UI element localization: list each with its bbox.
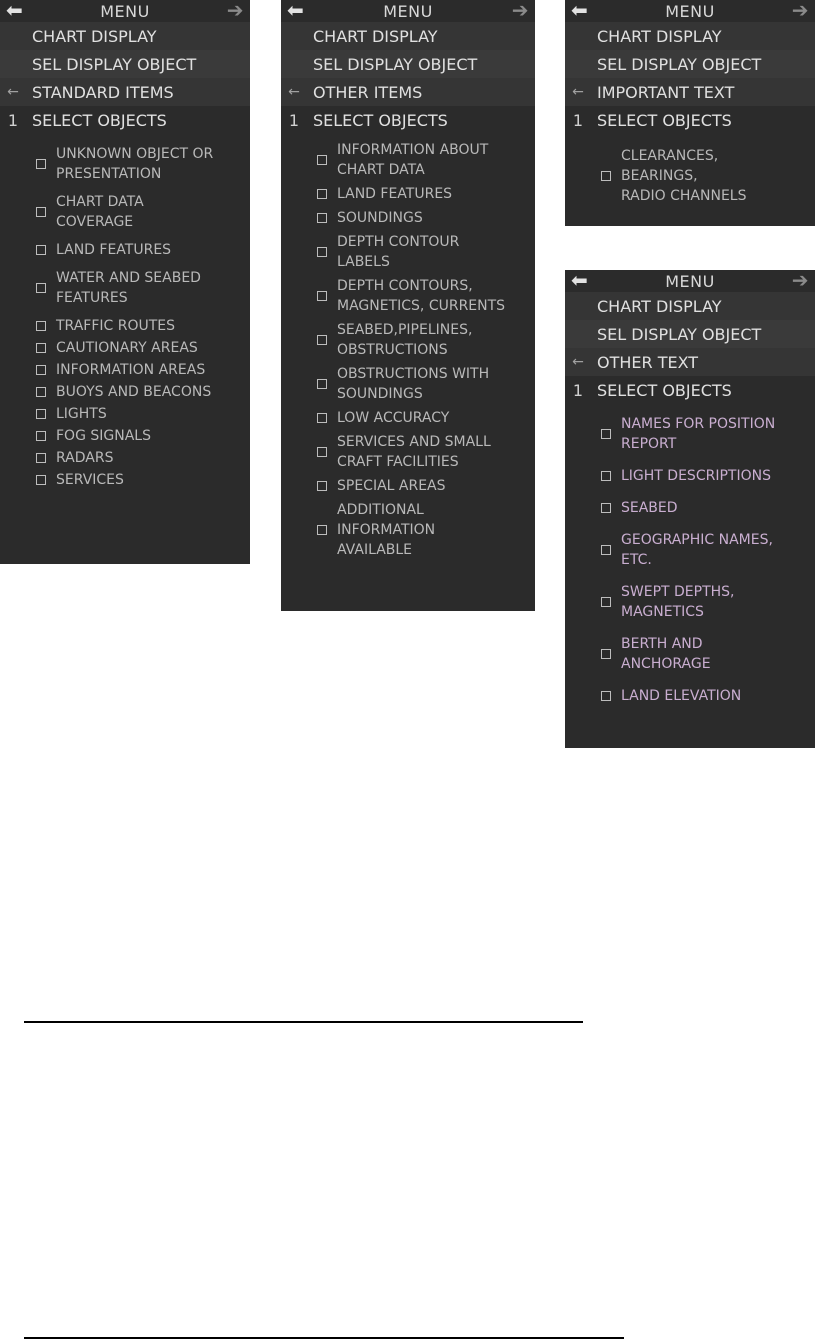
checklist-item-label: DEPTH CONTOUR LABELS xyxy=(337,234,460,270)
menu-panel-standard-items xyxy=(0,0,250,564)
checklist-item-label: SWEPT DEPTHS, MAGNETICS xyxy=(621,584,735,620)
checklist-item-label: GEOGRAPHIC NAMES, ETC. xyxy=(621,532,773,568)
back-marker-icon: ← xyxy=(7,84,19,100)
checkbox[interactable] xyxy=(601,545,611,555)
checklist-item[interactable] xyxy=(0,316,250,336)
arrow-right-icon[interactable]: ➔ xyxy=(511,0,529,22)
checklist-item[interactable] xyxy=(0,470,250,490)
checklist-item-label: TRAFFIC ROUTES xyxy=(56,318,176,334)
checkbox[interactable] xyxy=(36,283,46,293)
checklist-item-label: BERTH AND ANCHORAGE xyxy=(621,636,711,672)
checkbox[interactable] xyxy=(36,431,46,441)
checkbox[interactable] xyxy=(36,159,46,169)
checklist-item[interactable] xyxy=(281,320,535,360)
arrow-left-icon[interactable]: ⬅ xyxy=(571,0,589,22)
checkbox[interactable] xyxy=(317,247,327,257)
checklist-item-label: SOUNDINGS xyxy=(337,210,423,226)
checklist-item-label: LIGHT DESCRIPTIONS xyxy=(621,468,771,484)
checklist-item[interactable] xyxy=(281,476,535,496)
checklist-item[interactable] xyxy=(281,208,535,228)
arrow-right-icon[interactable]: ➔ xyxy=(791,0,809,22)
checklist-item[interactable] xyxy=(0,338,250,358)
checklist-item[interactable] xyxy=(565,466,815,486)
object-checklist xyxy=(281,134,535,572)
menu-topbar xyxy=(281,0,535,22)
checklist-item-label: CHART DATA COVERAGE xyxy=(56,194,144,230)
menu-topbar xyxy=(565,270,815,292)
menu-title: MENU xyxy=(383,1,433,21)
checklist-item[interactable] xyxy=(281,408,535,428)
checkbox[interactable] xyxy=(36,409,46,419)
checklist-item[interactable] xyxy=(565,530,815,570)
checklist-item[interactable] xyxy=(281,364,535,404)
checklist-item-label: DEPTH CONTOURS, MAGNETICS, CURRENTS xyxy=(337,278,506,314)
menu-panel-important-text xyxy=(565,0,815,226)
checkbox[interactable] xyxy=(317,413,327,423)
checkbox[interactable] xyxy=(601,429,611,439)
checkbox[interactable] xyxy=(36,387,46,397)
checkbox[interactable] xyxy=(601,597,611,607)
arrow-left-icon[interactable]: ⬅ xyxy=(571,270,589,292)
checklist-item[interactable] xyxy=(565,582,815,622)
checklist-item[interactable] xyxy=(281,140,535,180)
menu-item-section[interactable]: ← STANDARD ITEMS xyxy=(0,78,250,106)
checklist-item-label: NAMES FOR POSITION REPORT xyxy=(621,416,776,452)
checkbox[interactable] xyxy=(317,481,327,491)
checkbox[interactable] xyxy=(317,525,327,535)
checklist-item[interactable] xyxy=(565,686,815,706)
menu-title: MENU xyxy=(100,1,150,21)
checklist-item[interactable] xyxy=(0,404,250,424)
checklist-item-label: LAND FEATURES xyxy=(337,186,453,202)
back-marker-icon: ← xyxy=(572,354,584,370)
checklist-item[interactable] xyxy=(0,448,250,468)
checklist-item-label: LAND ELEVATION xyxy=(621,688,742,704)
menu-item-section[interactable]: ← IMPORTANT TEXT xyxy=(565,78,815,106)
checklist-item[interactable] xyxy=(281,276,535,316)
checkbox[interactable] xyxy=(601,171,611,181)
menu-item-chart-display[interactable]: CHART DISPLAY xyxy=(0,22,250,50)
object-checklist xyxy=(565,404,815,726)
menu-panel-other-items xyxy=(281,0,535,611)
checklist-item-label: WATER AND SEABED FEATURES xyxy=(56,270,201,306)
back-marker-icon: ← xyxy=(572,84,584,100)
menu-item-sel-display-object[interactable]: SEL DISPLAY OBJECT xyxy=(0,50,250,78)
checklist-item[interactable] xyxy=(281,500,535,560)
menu-topbar xyxy=(0,0,250,22)
checklist-item-label: SEABED xyxy=(621,500,678,516)
object-checklist xyxy=(0,134,250,500)
arrow-right-icon[interactable]: ➔ xyxy=(791,270,809,292)
menu-item-section[interactable]: ← OTHER TEXT xyxy=(565,348,815,376)
checklist-item-label: BUOYS AND BEACONS xyxy=(56,384,212,400)
checkbox[interactable] xyxy=(317,189,327,199)
checklist-item-label: FOG SIGNALS xyxy=(56,428,151,444)
checkbox[interactable] xyxy=(36,245,46,255)
checklist-item-label: ADDITIONAL INFORMATION AVAILABLE xyxy=(337,502,436,558)
menu-item-select-objects[interactable]: 1 SELECT OBJECTS xyxy=(565,106,815,134)
checklist-item-label: RADARS xyxy=(56,450,114,466)
menu-title: MENU xyxy=(665,271,715,291)
checklist-item-label: INFORMATION AREAS xyxy=(56,362,206,378)
menu-item-section[interactable]: ← OTHER ITEMS xyxy=(281,78,535,106)
checkbox[interactable] xyxy=(601,471,611,481)
checklist-item-label: CLEARANCES, BEARINGS, RADIO CHANNELS xyxy=(621,148,747,204)
menu-item-sel-display-object[interactable]: SEL DISPLAY OBJECT xyxy=(281,50,535,78)
menu-topbar xyxy=(565,0,815,22)
checkbox[interactable] xyxy=(317,155,327,165)
checklist-item[interactable] xyxy=(0,268,250,308)
checklist-item-label: LIGHTS xyxy=(56,406,107,422)
checklist-item-label: UNKNOWN OBJECT OR PRESENTATION xyxy=(56,146,214,182)
checklist-item[interactable] xyxy=(281,432,535,472)
menu-item-chart-display[interactable]: CHART DISPLAY xyxy=(281,22,535,50)
checklist-item[interactable] xyxy=(565,498,815,518)
checklist-item[interactable] xyxy=(281,184,535,204)
checklist-item[interactable] xyxy=(281,232,535,272)
menu-panel-other-text xyxy=(565,270,815,748)
checklist-item[interactable] xyxy=(0,382,250,402)
checklist-item[interactable] xyxy=(0,192,250,232)
menu-item-chart-display[interactable]: CHART DISPLAY xyxy=(565,22,815,50)
checkbox[interactable] xyxy=(317,379,327,389)
checklist-item-label: OBSTRUCTIONS WITH SOUNDINGS xyxy=(337,366,490,402)
horizontal-rule xyxy=(24,1337,624,1339)
checklist-item-label: SEABED,PIPELINES, OBSTRUCTIONS xyxy=(337,322,473,358)
checkbox[interactable] xyxy=(601,649,611,659)
checklist-item-label: SERVICES AND SMALL CRAFT FACILITIES xyxy=(337,434,491,470)
checkbox[interactable] xyxy=(36,343,46,353)
checklist-item-label: SERVICES xyxy=(56,472,124,488)
checkbox[interactable] xyxy=(317,447,327,457)
object-checklist xyxy=(565,134,815,218)
checklist-item[interactable] xyxy=(565,634,815,674)
arrow-left-icon[interactable]: ⬅ xyxy=(6,0,24,22)
menu-item-select-objects[interactable]: 1 SELECT OBJECTS xyxy=(565,376,815,404)
menu-title: MENU xyxy=(665,1,715,21)
checkbox[interactable] xyxy=(317,335,327,345)
checkbox[interactable] xyxy=(317,291,327,301)
menu-item-sel-display-object[interactable]: SEL DISPLAY OBJECT xyxy=(565,50,815,78)
checklist-item-label: SPECIAL AREAS xyxy=(337,478,446,494)
checklist-item[interactable] xyxy=(565,414,815,454)
checkbox[interactable] xyxy=(36,207,46,217)
checklist-item-label: INFORMATION ABOUT CHART DATA xyxy=(337,142,489,178)
checklist-item[interactable] xyxy=(0,426,250,446)
horizontal-rule xyxy=(24,1021,583,1023)
menu-item-sel-display-object[interactable]: SEL DISPLAY OBJECT xyxy=(565,320,815,348)
checkbox[interactable] xyxy=(36,453,46,463)
checkbox[interactable] xyxy=(36,365,46,375)
checkbox[interactable] xyxy=(36,475,46,485)
checkbox[interactable] xyxy=(36,321,46,331)
menu-item-select-objects[interactable]: 1 SELECT OBJECTS xyxy=(0,106,250,134)
checklist-item-label: LOW ACCURACY xyxy=(337,410,450,426)
arrow-right-icon[interactable]: ➔ xyxy=(226,0,244,22)
checkbox[interactable] xyxy=(317,213,327,223)
arrow-left-icon[interactable]: ⬅ xyxy=(287,0,305,22)
checklist-item-label: CAUTIONARY AREAS xyxy=(56,340,198,356)
back-marker-icon: ← xyxy=(288,84,300,100)
menu-item-select-objects[interactable]: 1 SELECT OBJECTS xyxy=(281,106,535,134)
checklist-item[interactable] xyxy=(0,144,250,184)
checklist-item[interactable] xyxy=(565,146,815,206)
checklist-item-label: LAND FEATURES xyxy=(56,242,172,258)
checkbox[interactable] xyxy=(601,691,611,701)
checklist-item[interactable] xyxy=(0,360,250,380)
checklist-item[interactable] xyxy=(0,240,250,260)
checkbox[interactable] xyxy=(601,503,611,513)
menu-item-chart-display[interactable]: CHART DISPLAY xyxy=(565,292,815,320)
